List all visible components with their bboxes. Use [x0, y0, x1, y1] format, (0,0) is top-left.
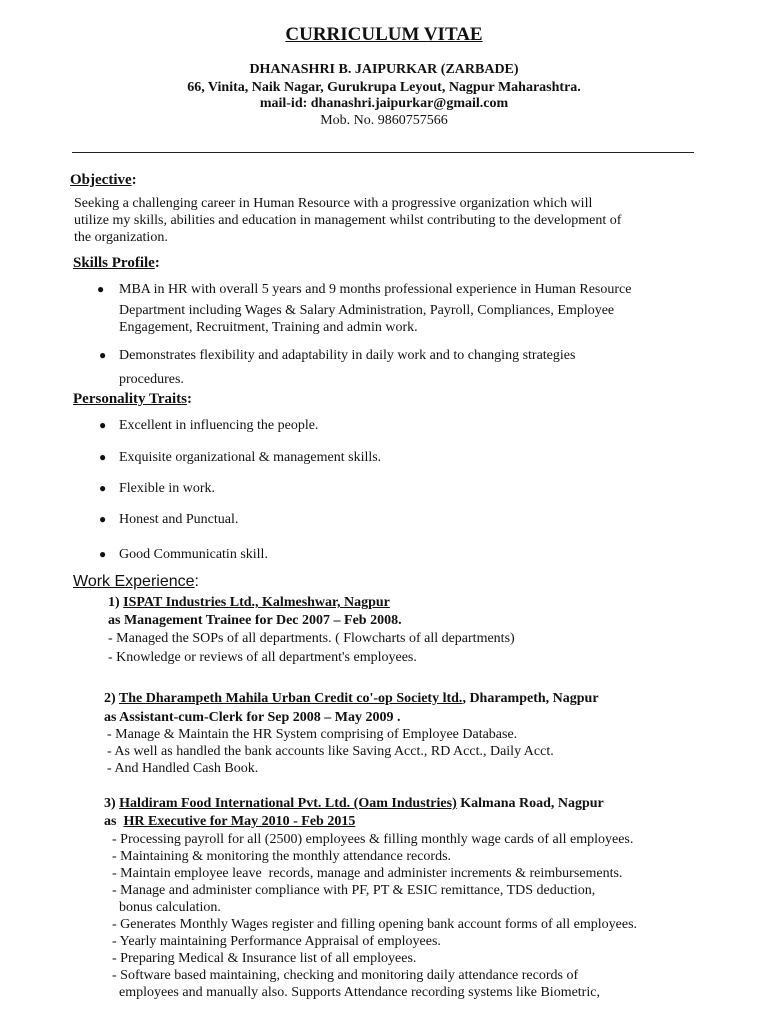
bullet-icon: ● — [99, 512, 107, 526]
job3-duty: - Maintaining & monitoring the monthly attendance records. — [112, 849, 452, 864]
job3-duty: bonus calculation. — [112, 900, 221, 915]
job1-duty: - Knowledge or reviews of all department's employees. — [108, 650, 417, 665]
objective-line: utilize my skills, abilities and education in management whilst contributing to the development of — [74, 213, 622, 228]
bullet-icon: ● — [97, 282, 105, 296]
skills-item: ● MBA in HR with overall 5 years and 9 months professional experience in Human Resource — [97, 282, 632, 297]
job3-duty: - Software based maintaining, checking and monitoring daily attendance records of — [112, 968, 579, 983]
job2-duty: - Manage & Maintain the HR System comprising of Employee Database. — [107, 727, 518, 742]
job3-duty: - Processing payroll for all (2500) employees & filling monthly wage cards of all employees. — [112, 832, 634, 847]
skills-heading: Skills Profile: — [73, 255, 160, 271]
header-divider — [72, 152, 694, 153]
job3-duty: - Maintain employee leave records, manage and administer increments & reimbursements. — [112, 866, 623, 881]
candidate-address: 66, Vinita, Naik Nagar, Gurukrupa Leyout, Nagpur Maharashtra. — [187, 80, 581, 95]
trait-item: ● Excellent in influencing the people. — [99, 418, 319, 433]
job3-duty: employees and manually also. Supports Attendance recording systems like Biometric, — [112, 985, 600, 1000]
objective-line: the organization. — [74, 230, 168, 245]
bullet-icon: ● — [99, 547, 107, 561]
bullet-icon: ● — [99, 348, 107, 362]
trait-item: ● Exquisite organizational & management skills. — [99, 450, 382, 465]
job3-duty: - Manage and administer compliance with PF, PT & ESIC remittance, TDS deduction, — [112, 883, 596, 898]
trait-item: ● Good Communicatin skill. — [99, 547, 268, 562]
candidate-email: mail-id: dhanashri.jaipurkar@gmail.com — [259, 96, 509, 111]
job1-company: 1) ISPAT Industries Ltd., Kalmeshwar, Nagpur — [108, 595, 390, 610]
skills-item-line: Department including Wages & Salary Administration, Payroll, Compliances, Employee — [119, 303, 615, 318]
skills-item-line: Engagement, Recruitment, Training and admin work. — [119, 320, 418, 335]
job3-company: 3) Haldiram Food International Pvt. Ltd. (Oam Industries) Kalmana Road, Nagpur — [104, 796, 604, 811]
objective-heading: Objective: — [70, 172, 137, 188]
job2-company: 2) The Dharampeth Mahila Urban Credit co'-op Society ltd., Dharampeth, Nagpur — [104, 691, 599, 706]
job2-role: as Assistant-cum-Clerk for Sep 2008 – May 2009 . — [104, 710, 401, 725]
candidate-name: DHANASHRI B. JAIPURKAR (ZARBADE) — [249, 62, 519, 77]
bullet-icon: ● — [99, 418, 107, 432]
document-title: CURRICULUM VITAE — [285, 24, 483, 45]
trait-item: ● Honest and Punctual. — [99, 512, 239, 527]
job1-duty: - Managed the SOPs of all departments. ( Flowcharts of all departments) — [108, 631, 515, 646]
job1-role: as Management Trainee for Dec 2007 – Feb 2008. — [108, 613, 402, 628]
skills-item: ● Demonstrates flexibility and adaptability in daily work and to changing strategies — [99, 348, 576, 363]
objective-line: Seeking a challenging career in Human Resource with a progressive organization which will — [74, 196, 593, 211]
job3-duty: - Generates Monthly Wages register and filling opening bank account forms of all employees. — [112, 917, 638, 932]
job2-duty: - As well as handled the bank accounts like Saving Acct., RD Acct., Daily Acct. — [107, 744, 554, 759]
traits-heading: Personality Traits: — [73, 391, 193, 407]
skills-item-line: procedures. — [119, 372, 184, 387]
trait-item: ● Flexible in work. — [99, 481, 216, 496]
bullet-icon: ● — [99, 481, 107, 495]
bullet-icon: ● — [99, 450, 107, 464]
job3-duty: - Yearly maintaining Performance Appraisal of employees. — [112, 934, 441, 949]
job3-role: as HR Executive for May 2010 - Feb 2015 — [104, 814, 356, 829]
job3-duty: - Preparing Medical & Insurance list of all employees. — [112, 951, 417, 966]
candidate-mobile: Mob. No. 9860757566 — [320, 113, 448, 128]
work-heading: Work Experience: — [73, 573, 199, 590]
job2-duty: - And Handled Cash Book. — [107, 761, 259, 776]
